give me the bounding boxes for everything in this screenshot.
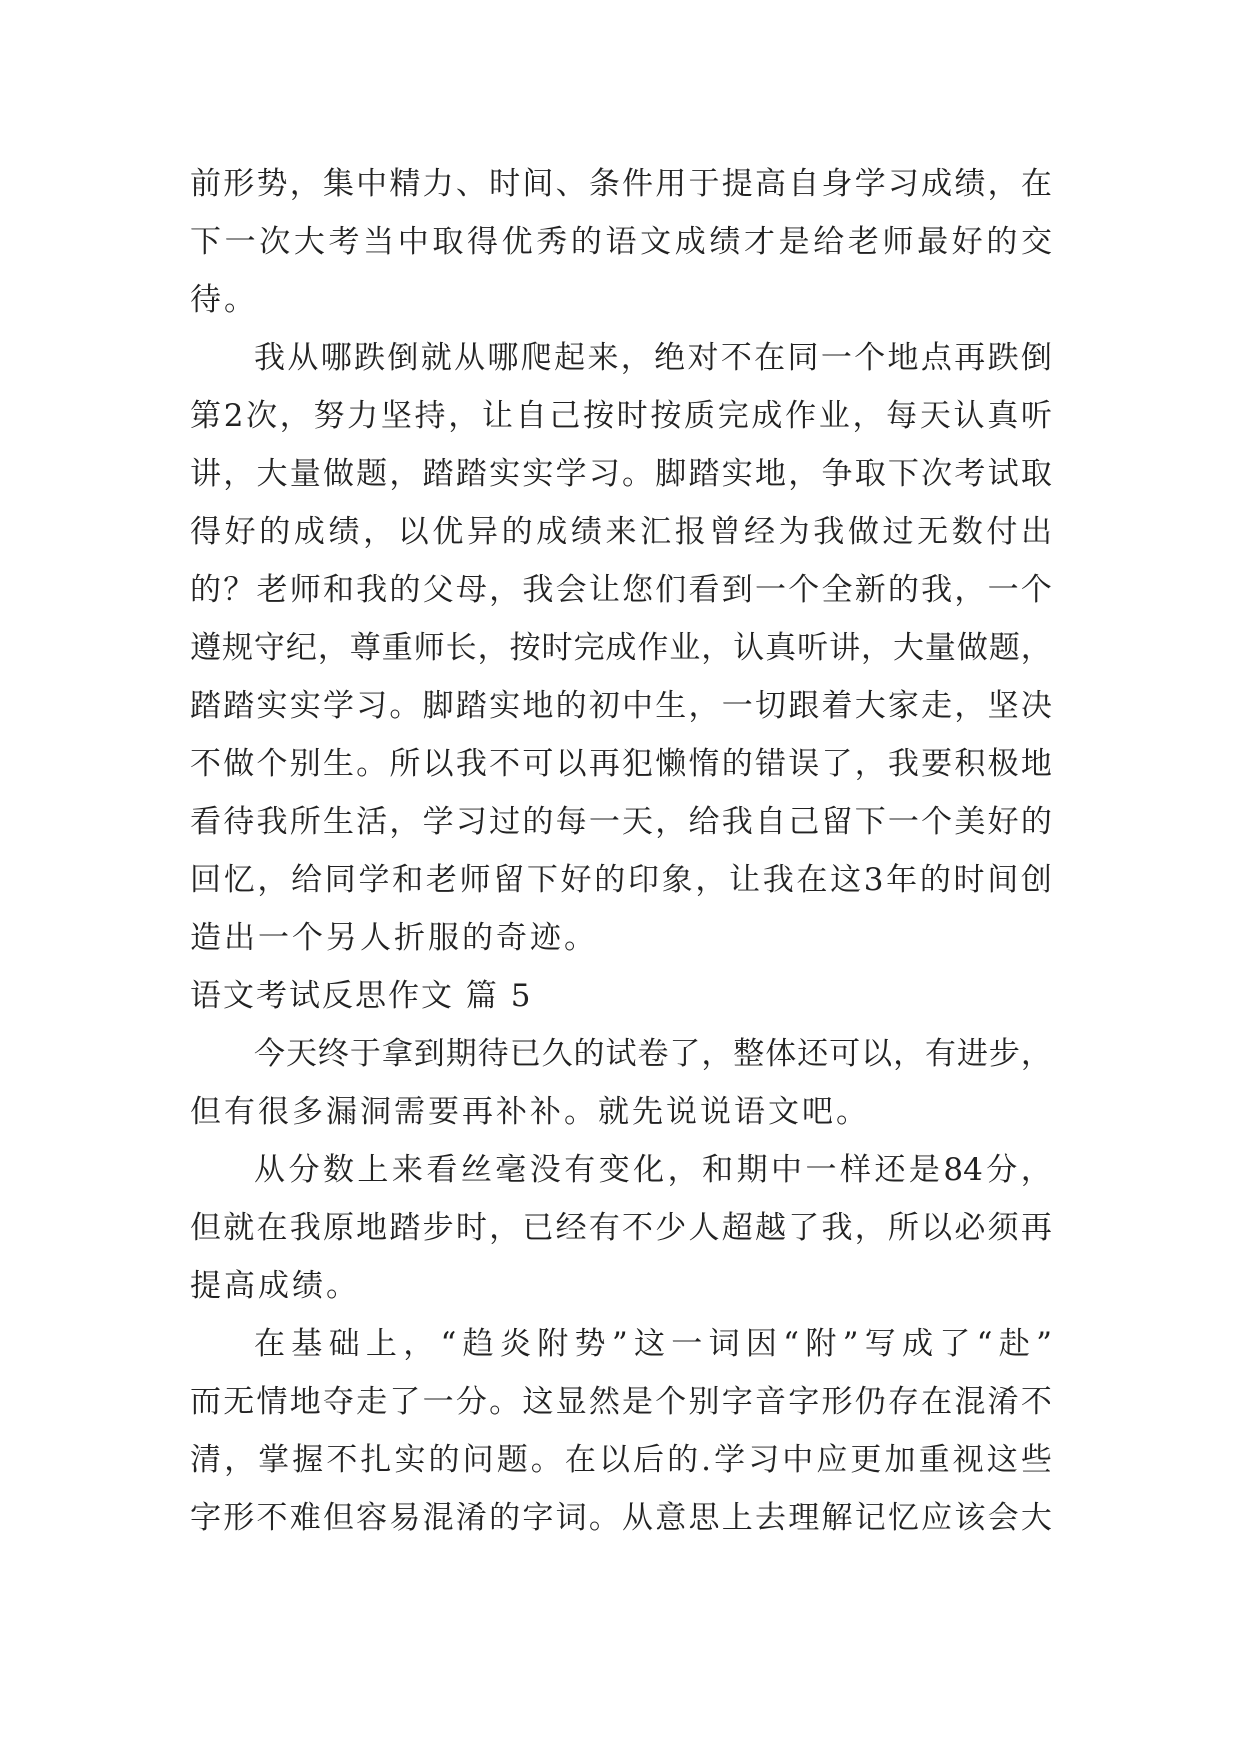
text-line: 前 形 势 ， 集 中 精 力 、 时 间 、 条 件 用 于 提 高 自 身 学 习 成 绩 ， 在 xyxy=(190,166,1052,202)
text-line: 看 待 我 所 生 活 ， 学 习 过 的 每 一 天 ， 给 我 自 己 留 下 一 个 美 好 的 xyxy=(190,804,1052,840)
text-line: 待。 xyxy=(190,282,258,318)
text-line: 语文考试反思作文 篇 5 xyxy=(190,978,533,1014)
text-line: 我 从 哪 跌 倒 就 从 哪 爬 起 来 ， 绝 对 不 在 同 一 个 地 点 再 跌 倒 xyxy=(254,340,1052,376)
text-line: 提高成绩。 xyxy=(190,1268,360,1304)
text-line: 清 ， 掌 握 不 扎 实 的 问 题 。 在 以 后 的 . 学 习 中 应 更 加 重 视 这 些 xyxy=(190,1442,1052,1478)
text-line: 遵 规 守 纪 ， 尊 重 师 长 ， 按 时 完 成 作 业 ， 认 真 听 讲 ， 大 量 做 题 ， xyxy=(190,630,1052,666)
paragraph xyxy=(190,329,1052,967)
text-line: 不 做 个 别 生 。 所 以 我 不 可 以 再 犯 懒 惰 的 错 误 了 ， 我 要 积 极 地 xyxy=(190,746,1052,782)
text-line: 讲 ， 大 量 做 题 ， 踏 踏 实 实 学 习 。 脚 踏 实 地 ， 争 取 下 次 考 试 取 xyxy=(190,456,1052,492)
text-line: 造出一个另人折服的奇迹。 xyxy=(190,920,598,956)
document-page xyxy=(190,155,1052,1547)
text-line: 从 分 数 上 来 看 丝 毫 没 有 变 化 ， 和 期 中 一 样 还 是 84 分 ， xyxy=(254,1152,1052,1188)
text-line: 而 无 情 地 夺 走 了 一 分 。 这 显 然 是 个 别 字 音 字 形 仍 存 在 混 淆 不 xyxy=(190,1384,1052,1420)
text-line: 踏 踏 实 实 学 习 。 脚 踏 实 地 的 初 中 生 ， 一 切 跟 着 大 家 走 ， 坚 决 xyxy=(190,688,1052,724)
text-line: 回 忆 ， 给 同 学 和 老 师 留 下 好 的 印 象 ， 让 我 在 这 3 年 的 时 间 创 xyxy=(190,862,1052,898)
paragraph xyxy=(190,1141,1052,1315)
text-line: 在 基 础 上 ， “ 趋 炎 附 势 ” 这 一 词 因 “ 附 ” 写 成 了 “ 赴 ” xyxy=(254,1326,1052,1362)
paragraph xyxy=(190,1315,1052,1547)
paragraph xyxy=(190,155,1052,329)
text-line: 下 一 次 大 考 当 中 取 得 优 秀 的 语 文 成 绩 才 是 给 老 师 最 好 的 交 xyxy=(190,224,1052,260)
paragraph xyxy=(190,1025,1052,1141)
section-heading xyxy=(190,967,1052,1025)
text-line: 得 好 的 成 绩 ， 以 优 异 的 成 绩 来 汇 报 曾 经 为 我 做 过 无 数 付 出 xyxy=(190,514,1052,550)
text-line: 但有很多漏洞需要再补补。就先说说语文吧。 xyxy=(190,1094,870,1130)
text-line: 第 2 次 ， 努 力 坚 持 ， 让 自 己 按 时 按 质 完 成 作 业 ， 每 天 认 真 听 xyxy=(190,398,1052,434)
text-line: 今 天 终 于 拿 到 期 待 已 久 的 试 卷 了 ， 整 体 还 可 以 ， 有 进 步 ， xyxy=(254,1036,1052,1072)
text-line: 但 就 在 我 原 地 踏 步 时 ， 已 经 有 不 少 人 超 越 了 我 ， 所 以 必 须 再 xyxy=(190,1210,1052,1246)
text-line: 字 形 不 难 但 容 易 混 淆 的 字 词 。 从 意 思 上 去 理 解 记 忆 应 该 会 大 xyxy=(190,1500,1052,1536)
text-line: 的 ？ 老 师 和 我 的 父 母 ， 我 会 让 您 们 看 到 一 个 全 新 的 我 ， 一 个 xyxy=(190,572,1052,608)
